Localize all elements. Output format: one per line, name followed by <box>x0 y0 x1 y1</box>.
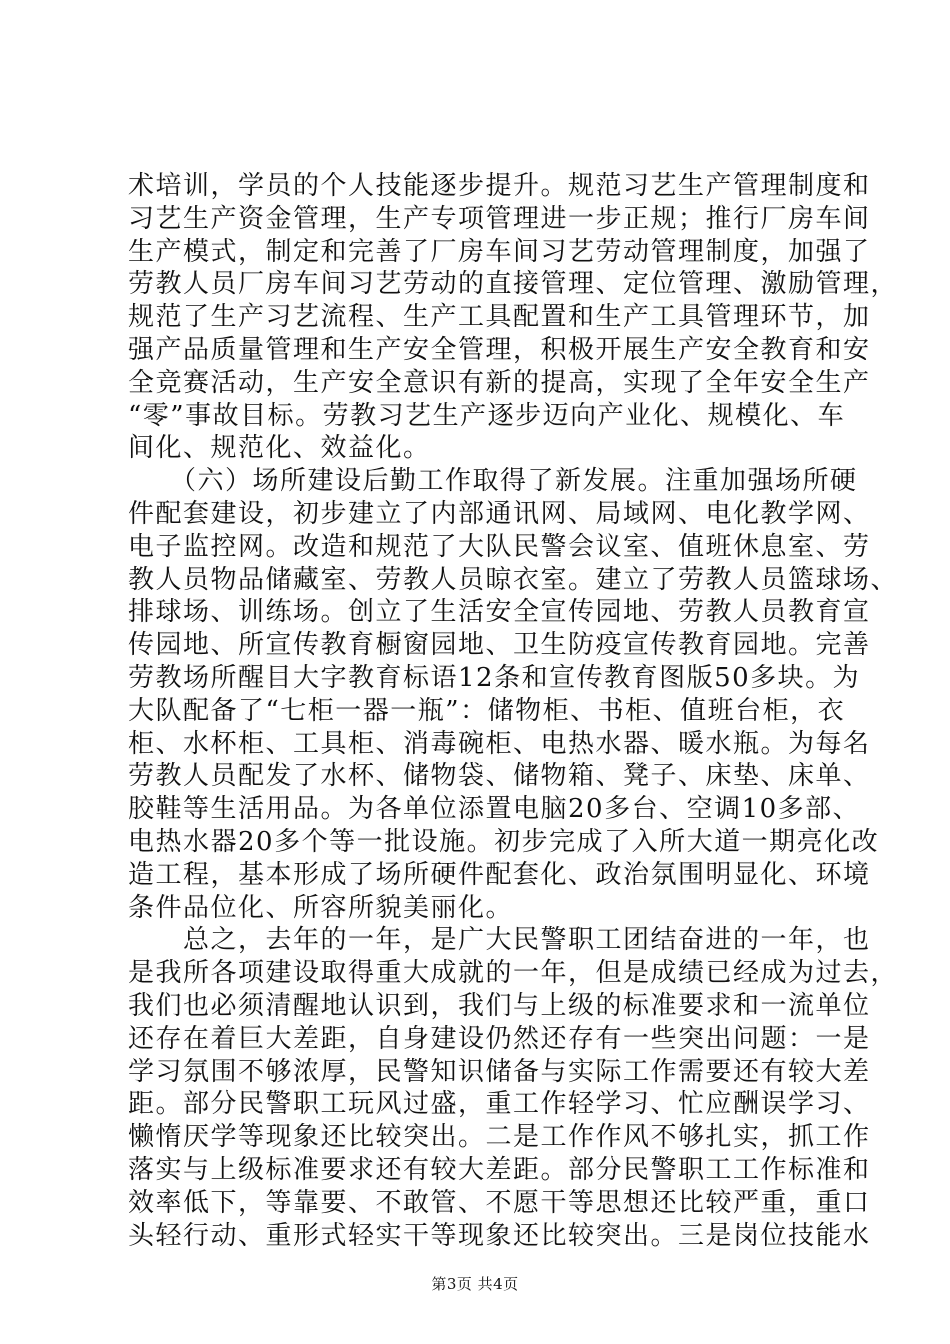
text-line: 胶鞋等生活用品。为各单位添置电脑20多台、空调10多部、 <box>128 794 861 825</box>
text-line: 劳教场所醒目大字教育标语12条和宣传教育图版50多块。为 <box>128 662 861 693</box>
text-line: 件配套建设，初步建立了内部通讯网、局域网、电化教学网、 <box>128 498 871 529</box>
text-line: 电热水器20多个等一批设施。初步完成了入所大道一期亮化改 <box>128 826 880 857</box>
text-line: 我们也必须清醒地认识到，我们与上级的标准要求和一流单位 <box>128 990 871 1021</box>
text-line: 术培训，学员的个人技能逐步提升。规范习艺生产管理制度和 <box>128 171 871 201</box>
text-line: 大队配备了“七柜一器一瓶”：储物柜、书柜、值班台柜，衣 <box>128 695 846 726</box>
text-line: 还存在着巨大差距，自身建设仍然还存有一些突出问题：一是 <box>128 1023 871 1054</box>
body-text <box>128 170 899 1252</box>
text-line: 强产品质量管理和生产安全管理，积极开展生产安全教育和安 <box>128 334 871 365</box>
text-line: 距。部分民警职工玩风过盛，重工作轻学习、忙应酬误学习、 <box>128 1089 871 1120</box>
text-line: 柜、水杯柜、工具柜、消毒碗柜、电热水器、暖水瓶。为每名 <box>128 728 871 759</box>
text-line: 劳教人员配发了水杯、储物袋、储物箱、凳子、床垫、床单、 <box>128 761 871 792</box>
text-line: 电子监控网。改造和规范了大队民警会议室、值班休息室、劳 <box>128 531 871 562</box>
text-line: 全竞赛活动，生产安全意识有新的提高，实现了全年安全生产 <box>128 367 871 398</box>
text-line: 排球场、训练场。创立了生活安全宣传园地、劳教人员教育宣 <box>128 597 871 628</box>
text-line: 造工程，基本形成了场所硬件配套化、政治氛围明显化、环境 <box>128 859 871 890</box>
text-line: 传园地、所宣传教育橱窗园地、卫生防疫宣传教育园地。完善 <box>128 630 871 661</box>
text-line: 劳教人员厂房车间习艺劳动的直接管理、定位管理、激励管理， <box>128 269 899 300</box>
text-line: 落实与上级标准要求还有较大差距。部分民警职工工作标准和 <box>128 1154 871 1185</box>
text-line: 生产模式，制定和完善了厂房车间习艺劳动管理制度，加强了 <box>128 236 871 267</box>
text-line: 效率低下，等靠要、不敢管、不愿干等思想还比较严重，重口 <box>128 1187 871 1218</box>
text-line: 总之，去年的一年，是广大民警职工团结奋进的一年，也 <box>128 925 871 956</box>
text-line: 懒惰厌学等现象还比较突出。二是工作作风不够扎实，抓工作 <box>128 1122 871 1153</box>
page-footer: 第3页 共4页 <box>431 1275 519 1293</box>
text-line: 是我所各项建设取得重大成就的一年，但是成绩已经成为过去， <box>128 958 899 989</box>
text-line: 头轻行动、重形式轻实干等现象还比较突出。三是岗位技能水 <box>128 1220 871 1251</box>
text-line: （六）场所建设后勤工作取得了新发展。注重加强场所硬 <box>128 466 858 497</box>
text-line: 教人员物品储藏室、劳教人员晾衣室。建立了劳教人员篮球场、 <box>128 564 899 595</box>
text-line: 学习氛围不够浓厚，民警知识储备与实际工作需要还有较大差 <box>128 1056 871 1087</box>
text-line: 习艺生产资金管理，生产专项管理进一步正规；推行厂房车间 <box>128 203 871 234</box>
text-line: 条件品位化、所容所貌美丽化。 <box>128 892 514 923</box>
text-line: “零”事故目标。劳教习艺生产逐步迈向产业化、规模化、车 <box>128 400 846 431</box>
text-line: 规范了生产习艺流程、生产工具配置和生产工具管理环节，加 <box>128 302 871 333</box>
text-line: 间化、规范化、效益化。 <box>128 433 431 464</box>
